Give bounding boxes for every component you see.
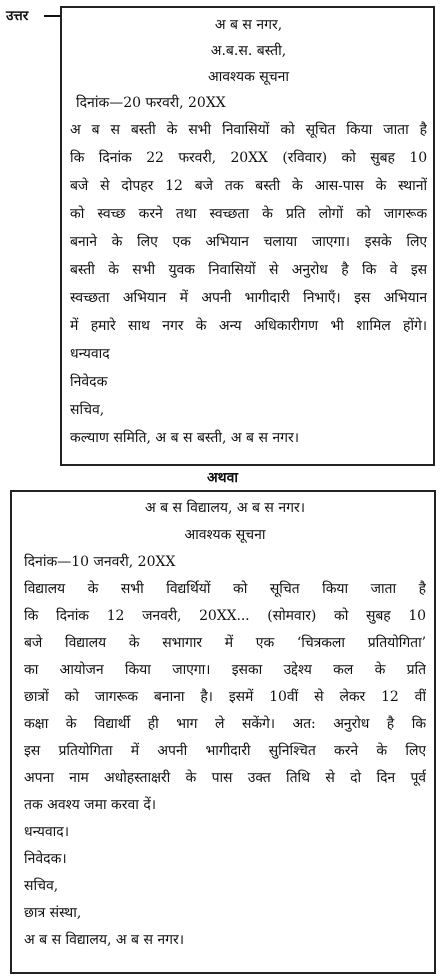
notice2-closing-secretary: सचिव, <box>24 878 59 894</box>
notice1-body-line: बनाने के लिए एक अभियान चलाया जाएगा। इसके लिए <box>70 234 427 250</box>
notice2-body-line: अपना नाम अधोहस्ताक्षरी के पास उक्त तिथि से दो दिन पूर्व <box>24 770 426 786</box>
notice1-body-line: बस्ती के सभी युवक निवासियों से अनुरोध है कि वे इस <box>70 262 427 278</box>
notice2-body-line: का आयोजन किया जाएगा। इसका उद्देश्य कल के प्रति <box>24 662 426 678</box>
notice2-body-line: कि दिनांक 12 जनवरी, 20XX... (सोमवार) को सुबह 10 <box>24 608 426 624</box>
notice1-body-line: कि दिनांक 22 फरवरी, 20XX (रविवार) को सुबह 10 <box>70 150 427 166</box>
notice1-date: दिनांक—20 फरवरी, 20XX <box>76 95 226 111</box>
notice2-body-line: छात्रों को जागरूक बनाना है। इसमें 10वीं से लेकर 12 वीं <box>24 689 426 705</box>
notice-box-2 <box>10 490 436 974</box>
notice1-heading-line-1: अ ब स नगर, <box>214 17 283 33</box>
notice2-body-line: इस प्रतियोगिता में अपनी भागीदारी सुनिश्चित करने के लिए <box>24 743 426 759</box>
notice1-closing-org: कल्याण समिति, अ ब स बस्ती, अ ब स नगर। <box>70 430 300 446</box>
notice2-body-line: बजे विद्यालय के सभागार में एक ‘चित्रकला प्रतियोगिता’ <box>24 635 426 651</box>
notice2-date: दिनांक—10 जनवरी, 20XX <box>24 554 176 570</box>
notice1-body-line: में हमारे साथ नगर के अन्य अधिकारीगण भी शामिल होंगे। <box>70 318 427 334</box>
notice1-closing-thanks: धन्यवाद <box>70 346 110 362</box>
notice2-closing-union: छात्र संस्था, <box>24 905 82 921</box>
notice1-body-line: को स्वच्छ करने तथा स्वच्छता के प्रति लोगों को जागरूक <box>70 206 427 222</box>
notice1-heading-line-2: अ.ब.स. बस्ती, <box>210 43 287 59</box>
notice1-closing-secretary: सचिव, <box>70 402 105 418</box>
notice-box-1 <box>60 6 435 466</box>
notice1-body-line: बजे से दोपहर 12 बजे तक बस्ती के आस-पास के स्थानों <box>70 178 427 194</box>
notice2-body-line: कक्षा के विद्यार्थी ही भाग ले सकेंगे। अत: अनुरोध है कि <box>24 716 426 732</box>
notice2-title: आवश्यक सूचना <box>184 527 266 543</box>
notice2-closing-school: अ ब स विद्यालय, अ ब स नगर। <box>24 932 185 948</box>
notice2-closing-thanks: धन्यवाद। <box>24 824 70 840</box>
notice1-title: आवश्यक सूचना <box>207 69 290 85</box>
notice2-closing-applicant: निवेदक। <box>24 851 67 867</box>
answer-label: उत्तर <box>6 8 29 24</box>
notice1-body-line: स्वच्छता अभियान में अपनी भागीदारी निभाएँ। इस अभियान <box>70 290 427 306</box>
notice2-body-line: विद्यालय के सभी विद्यर्थियों को सूचित किया जाता है <box>24 581 426 597</box>
divider-or: अथवा <box>206 470 239 486</box>
notice1-closing-applicant: निवेदक <box>70 374 108 390</box>
notice2-body-line: तक अवश्य जमा करवा दें। <box>24 797 157 813</box>
notice2-heading-line-1: अ ब स विद्यालय, अ ब स नगर। <box>144 500 306 516</box>
notice1-body-line: अ ब स बस्ती के सभी निवासियों को सूचित किया जाता है <box>70 122 427 138</box>
